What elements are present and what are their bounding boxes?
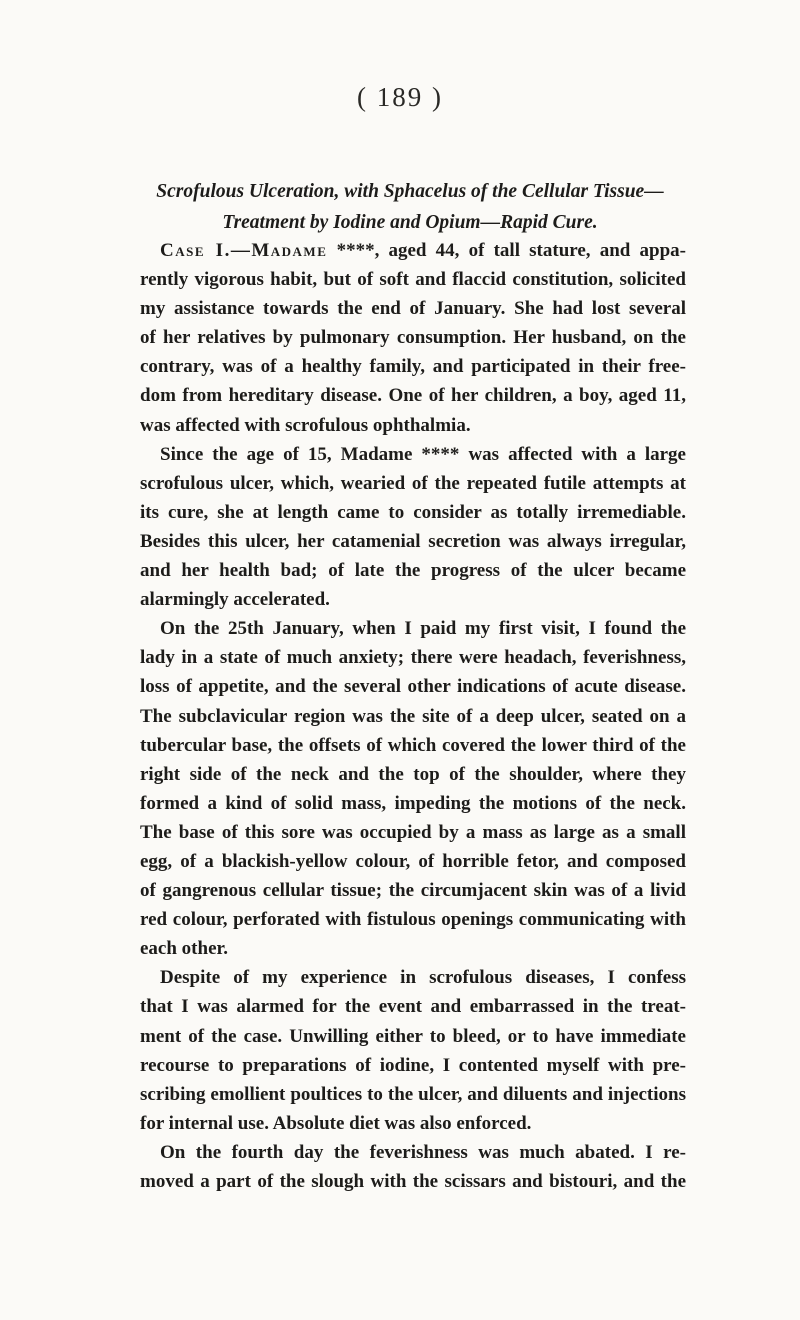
text-line: moved a part of the slough with the scissars and bistouri, and the — [140, 1171, 686, 1192]
text-line: Since the age of 15, Madame **** was affected with a large — [160, 443, 686, 465]
text-line: contrary, was of a healthy family, and participated in their free- — [140, 356, 686, 378]
text-line: egg, of a blackish-yellow colour, of horrible fetor, and composed — [140, 850, 686, 872]
text-line: and her health bad; of late the progress of the ulcer became — [140, 560, 686, 582]
text-line: recourse to preparations of iodine, I contented myself with pre- — [140, 1054, 686, 1076]
text-line: that I was alarmed for the event and embarrassed in the treat- — [140, 996, 686, 1018]
text-line: rently vigorous habit, but of soft and flaccid constitution, solicited — [140, 269, 686, 291]
text-line: lady in a state of much anxiety; there were headach, feverishness, — [140, 647, 686, 669]
text-line: loss of appetite, and the several other indications of acute disease. — [140, 676, 686, 698]
heading-line-2: Treatment by Iodine and Opium—Rapid Cure. — [222, 212, 598, 233]
text-line: my assistance towards the end of January. She had lost several — [140, 298, 686, 320]
text-line: Besides this ulcer, her catamenial secretion was always irregular, — [140, 530, 686, 552]
text-line: of gangrenous cellular tissue; the circumjacent skin was of a livid — [140, 880, 686, 902]
text-line: its cure, she at length came to consider as totally irremediable. — [140, 501, 686, 523]
text-line: On the 25th January, when I paid my first visit, I found the — [160, 618, 686, 640]
text-line: tubercular base, the offsets of which covered the lower third of the — [140, 734, 686, 756]
page-number: ( 189 ) — [357, 82, 443, 112]
text-line: for internal use. Absolute diet was also enforced. — [140, 1112, 532, 1134]
body-text — [140, 236, 686, 1196]
text-line: formed a kind of solid mass, impeding the motions of the neck. — [140, 792, 686, 814]
text-line: The base of this sore was occupied by a mass as large as a small — [140, 821, 686, 843]
text-line: The subclavicular region was the site of a deep ulcer, seated on a — [140, 705, 686, 727]
text-line: Despite of my experience in scrofulous diseases, I confess — [160, 967, 686, 989]
section-heading — [140, 176, 680, 238]
text-line: was affected with scrofulous ophthalmia. — [140, 414, 471, 436]
heading-line-1: Scrofulous Ulceration, with Sphacelus of the Cellular Tissue— — [156, 181, 664, 202]
text-line: dom from hereditary disease. One of her children, a boy, aged 11, — [140, 385, 686, 407]
text-line: each other. — [140, 938, 228, 960]
text-line: Case I.—Madame ****, aged 44, of tall stature, and appa- — [160, 240, 686, 261]
text-line: On the fourth day the feverishness was much abated. I re- — [160, 1141, 686, 1163]
case-label: Case I.—Madame — [160, 240, 328, 261]
text-line: scribing emollient poultices to the ulcer, and diluents and injections — [140, 1083, 686, 1105]
text-line: of her relatives by pulmonary consumption. Her husband, on the — [140, 327, 686, 349]
text-line: scrofulous ulcer, which, wearied of the repeated futile attempts at — [140, 472, 686, 494]
text-line: alarmingly accelerated. — [140, 589, 330, 611]
text-line: red colour, perforated with fistulous openings communicating with — [140, 909, 686, 931]
text-line: ment of the case. Unwilling either to bleed, or to have immediate — [140, 1025, 686, 1047]
text-line: right side of the neck and the top of the shoulder, where they — [140, 763, 686, 785]
